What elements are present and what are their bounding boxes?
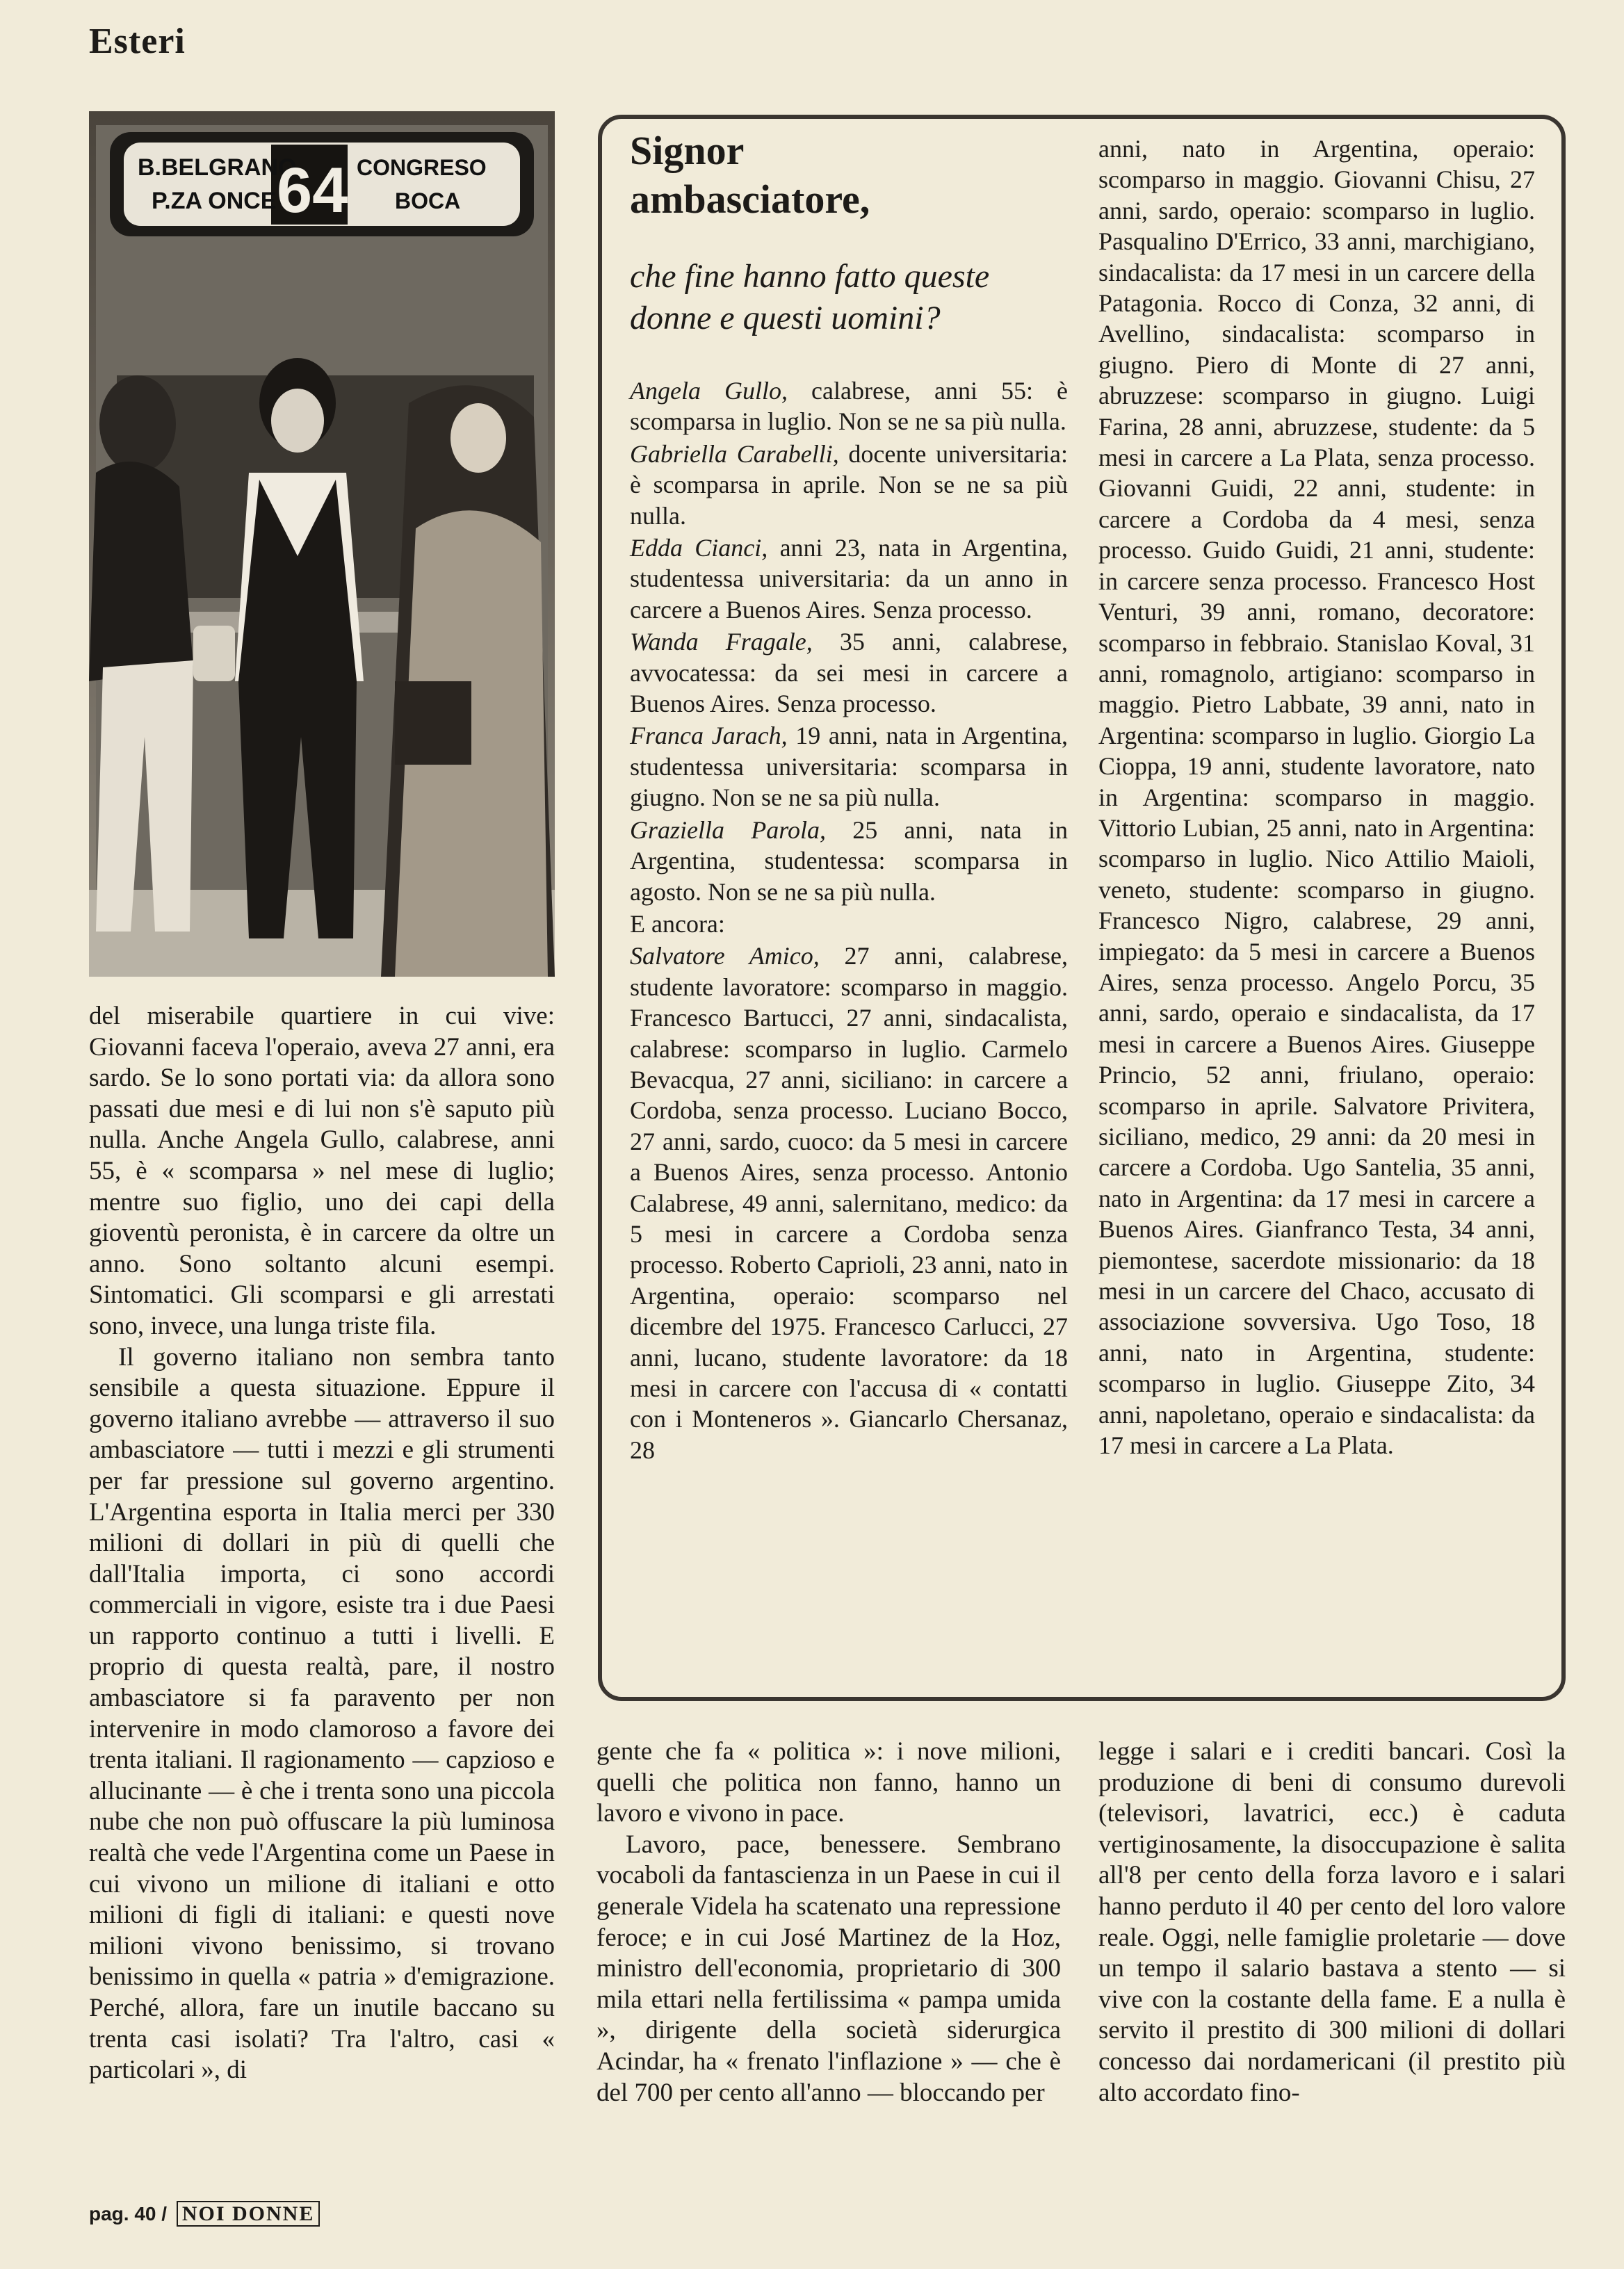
bottom-middle-paragraph-2: Lavoro, pace, benessere. Sembrano vocaboli da fantascienza in un Paese in cui il generale Videla ha scatenato una repressione feroce; e in cui José Martinez de la Hoz, ministro dell'economia, proprietario di 300 mila ettari nella fertilissima « pampa umida », dirigente della società siderurgica Acindar, ha « frenato l'inflazione » — che è del 700 per cento all'anno — bloccando per [596,1830,1061,2107]
bus-sign-left-1: B.BELGRANO [138,154,297,181]
entry-name: Salvatore Amico, [630,942,820,970]
entry-text: 27 anni, calabrese, studente lavoratore: scomparso in maggio. Francesco Bartucci, 27 anni, sindacalista, calabrese: scomparso in luglio. Carmelo Bevacqua, 27 anni, siciliano: in carcere a Cordoba, senza processo. Luciano Bocco, 27 anni, sardo, cuoco: da 5 mesi in carcere a Buenos Aires, senza processo. Antonio Calabrese, 49 anni, salernitano, medico: da 5 mesi in carcere a Cordoba senza processo. Roberto Caprioli, 23 anni, nato in Argentina, operaio: scomparso nel dicembre del 1975. Francesco Carlucci, 27 anni, lucano, studente lavoratore: da 18 mesi in carcere con l'accusa di « contatti con i Monteneros ». Giancarlo Chersanaz, 28 [630,942,1069,1464]
entry-item [630,815,1068,907]
left-column [89,1001,555,2086]
box-title-line-2: ambasciatore, [630,177,870,222]
bus-sign-right-2: BOCA [395,188,461,213]
section-label: Esteri [89,22,186,61]
page-footer [89,2202,320,2226]
entry-item [630,941,1068,1465]
entry-item [630,532,1068,625]
box-middle-column [630,375,1068,1467]
magazine-logo: NOI DONNE [177,2201,320,2227]
box-right-column [1098,133,1535,1462]
bottom-right-paragraph: legge i salari e i crediti bancari. Così la produzione di beni di consumo durevoli (televisori, lavatrici, ecc.) è caduta vertiginosamente, la disoccupazione è salita all'8 per cento della forza lavoro e i salari hanno perduto il 40 per cento del loro valore reale. Oggi, nelle famiglie proletarie — dove un tempo il salario bastava a stento — si vive con la costante della fame. E a nulla è servito il prestito di 300 milioni di dollari concesso dai nordamericani (il prestito più alto accordato fino- [1098,1737,1566,2107]
entry-text: 25 anni, nata in Argentina, studentessa: scomparsa in agosto. Non se ne sa più nulla. [630,815,1068,906]
entry-item [630,720,1068,813]
entry-name: Gabriella Carabelli, [630,439,839,468]
entry-name: Edda Cianci, [630,534,768,562]
left-paragraph-2: Il governo italiano non sembra tanto sensibile a questa situazione. Eppure il governo italiano avrebbe — attraverso il suo ambasciatore — tutti i mezzi e gli strumenti per far pressione sul governo argentino. L'Argentina esporta in Italia merci per 330 milioni di dollari in più di quelli che dall'Italia importa, ci sono accordi commerciali in vigore, esiste tra i due Paesi un rapporto continuo a tutti i livelli. E proprio di questa realtà, pare, il nostro ambasciatore si fa paravento per non intervenire in modo clamoroso a favore dei trenta italiani. Il ragionamento — capzioso e allucinante — è che i trenta sono una piccola nube che non può offuscare la più luminosa realtà che vede l'Argentina come un Paese in cui vivono un milione di italiani e otto milioni di figli di italiani: e questi nove milioni vivono benissimo, si trovano benissimo in quella « patria » d'emigrazione. Perché, allora, fare un inutile baccano su trenta casi isolati? Tra l'altro, casi « particolari », di [89,1342,555,2085]
entry-text: anni 23, nata in Argentina, studentessa universitaria: da un anno in carcere a Buenos Aires. Senza processo. [630,534,1068,624]
entry-text: 19 anni, nata in Argentina, studentessa universitaria: scomparsa in giugno. Non se ne sa più nulla. [630,722,1068,812]
box-subtitle: che fine hanno fatto queste donne e questi uomini? [630,258,990,336]
entry-item [630,626,1068,719]
photo-bus-scene [89,111,555,977]
box-right-text: anni, nato in Argentina, operaio: scomparso in maggio. Giovanni Chisu, 27 anni, sardo, operaio: scomparso in luglio. Pasqualino D'Errico, 33 anni, marchigiano, sindacalista: da 17 mesi in un carcere della Patagonia. Rocco di Conza, 32 anni, di Avellino, sindacalista: scomparso in giugno. Piero di Monte di 27 anni, abruzzese: scomparso in giugno. Luigi Farina, 28 anni, abruzzese, studente: da 5 mesi in carcere a La Plata, senza processo. Giovanni Guidi, 22 anni, studente: in carcere a Cordoba da 4 mesi, senza processo. Guido Guidi, 21 anni, studente: in carcere senza processo. Francesco Host Venturi, 39 anni, romano, decoratore: scomparso in febbraio. Stanislao Koval, 31 anni, romagnolo, artigiano: scomparso in maggio. Pietro Labbate, 39 anni, nato in Argentina: scomparso in luglio. Giorgio La Cioppa, 19 anni, studente lavoratore, nato in Argentina: scomparso in maggio. Vittorio Lubian, 25 anni, nato in Argentina: scomparso in luglio. Nico Attilio Maioli, veneto, studente: scomparso in giugno. Francesco Nigro, calabrese, 29 anni, impiegato: da 5 mesi in carcere a Buenos Aires, senza processo. Angelo Porcu, 35 anni, sardo, operaio e sindacalista, da 17 mesi in carcere a Buenos Aires. Giuseppe Princio, 52 anni, friulano, operaio: scomparso in aprile. Salvatore Privitera, siciliano, medico, 29 anni: da 20 mesi in carcere a Cordoba. Ugo Santelia, 35 anni, nato in Argentina: da 17 mesi in carcere a Buenos Aires. Gianfranco Testa, 34 anni, piemontese, sacerdote missionario: da 18 mesi in un carcere del Chaco, accusato di associazione sovversiva. Ugo Toso, 18 anni, nato in Argentina, studente: scomparso in luglio. Giuseppe Zito, 34 anni, napoletano, operaio e sindacalista: da 17 mesi in carcere a La Plata. [1098,135,1535,1460]
entry-text: E ancora: [630,909,725,938]
entry-name: Wanda Fragale, [630,628,813,656]
box-title [630,127,870,224]
bus-sign-left-2: P.ZA ONCE [152,188,277,214]
page-number: pag. 40 / [89,2203,168,2225]
bottom-middle-column [596,1737,1061,2108]
bottom-middle-paragraph-1: gente che fa « politica »: i nove milioni, quelli che politica non fanno, hanno un lavoro e vivono in pace. [596,1737,1061,1828]
entry-name: Franca Jarach, [630,722,788,750]
entry-item [630,439,1068,531]
entry-name: Graziella Parola, [630,815,826,844]
entry-item [630,909,1068,939]
left-paragraph-1: del miserabile quartiere in cui vive: Giovanni faceva l'operaio, aveva 27 anni, era sardo. Se lo sono portati via: da allora sono passati due mesi e di lui non s'è saputo più nulla. Anche Angela Gullo, calabrese, anni 55, è « scomparsa » nel mese di luglio; mentre suo figlio, uno dei capi della gioventù peronista, è in carcere da oltre un anno. Sono soltanto alcuni esempi. Sintomatici. Gli scomparsi e gli arrestati sono, invece, una lunga triste fila. [89,1002,555,1340]
entry-item [630,375,1068,437]
bus-sign-right-1: CONGRESO [357,155,487,180]
entry-text: 35 anni, calabrese, avvocatessa: da sei mesi in carcere a Buenos Aires. Senza processo. [630,628,1068,718]
entry-text: calabrese, anni 55: è scomparsa in luglio. Non se ne sa più nulla. [630,377,1068,436]
box-title-line-1: Signor [630,128,745,173]
bus-number: 64 [277,155,348,226]
entry-name: Angela Gullo, [630,377,788,405]
entry-text: docente universitaria: è scomparsa in aprile. Non se ne sa più nulla. [630,439,1069,530]
bottom-right-column [1098,1737,1566,2108]
